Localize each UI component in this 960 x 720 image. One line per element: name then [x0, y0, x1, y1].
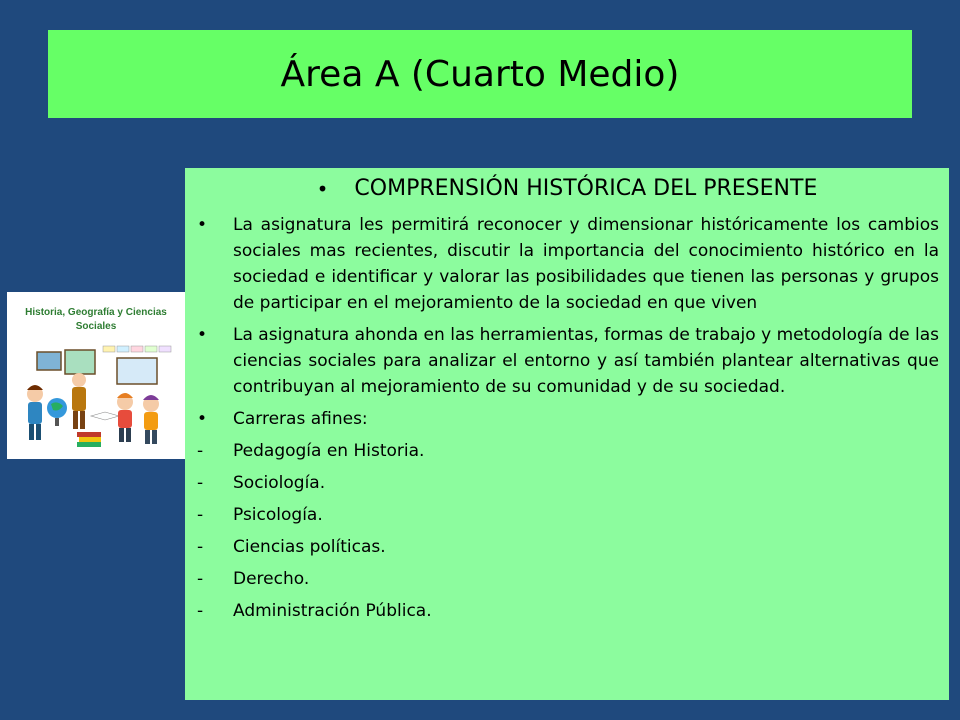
- list-marker: •: [197, 409, 208, 429]
- list-item-text: Ciencias políticas.: [233, 537, 386, 557]
- list-item-text: Pedagogía en Historia.: [233, 441, 425, 461]
- content-list: [195, 212, 939, 624]
- list-marker: -: [197, 441, 204, 461]
- list-item-text: La asignatura ahonda en las herramientas, formas de trabajo y metodología de las ciencias sociales para analizar el entorno y así también plantear alternativas que contribuyan al mejoramiento de su comunidad y de su sociedad.: [233, 325, 939, 397]
- title-bar: [48, 30, 912, 118]
- list-marker: -: [197, 537, 204, 557]
- list-item: [195, 502, 939, 528]
- list-item: [195, 438, 939, 464]
- list-item: [195, 212, 939, 316]
- list-item: [195, 470, 939, 496]
- list-item-text: Carreras afines:: [233, 409, 368, 429]
- list-item: [195, 566, 939, 592]
- list-item: [195, 598, 939, 624]
- subject-image: [7, 292, 185, 459]
- list-item: [195, 322, 939, 400]
- list-marker: -: [197, 569, 204, 589]
- list-marker: •: [197, 215, 208, 235]
- list-item-text: Derecho.: [233, 569, 310, 589]
- list-item: [195, 534, 939, 560]
- list-marker: -: [197, 601, 204, 621]
- list-marker: -: [197, 505, 204, 525]
- list-item-text: Psicología.: [233, 505, 323, 525]
- list-marker: •: [197, 325, 208, 345]
- list-item-text: La asignatura les permitirá reconocer y dimensionar históricamente los cambios sociales mas recientes, discutir la importancia del conocimiento histórico en la sociedad e identificar y valorar las posibilidades que tienen las personas y grupos de participar en el mejoramiento de la sociedad en que viven: [233, 215, 939, 313]
- heading-text: COMPRENSIÓN HISTÓRICA DEL PRESENTE: [354, 176, 818, 201]
- list-item-text: Sociología.: [233, 473, 326, 493]
- list-item: [195, 406, 939, 432]
- list-marker: -: [197, 473, 204, 493]
- slide-title: Área A (Cuarto Medio): [280, 53, 680, 95]
- content-box: [185, 168, 949, 700]
- list-item-text: Administración Pública.: [233, 601, 432, 621]
- students-illustration-icon: [7, 336, 185, 456]
- image-caption: Historia, Geografía y Ciencias Sociales: [25, 307, 167, 332]
- section-heading: [195, 174, 939, 204]
- bullet-icon: •: [316, 177, 329, 201]
